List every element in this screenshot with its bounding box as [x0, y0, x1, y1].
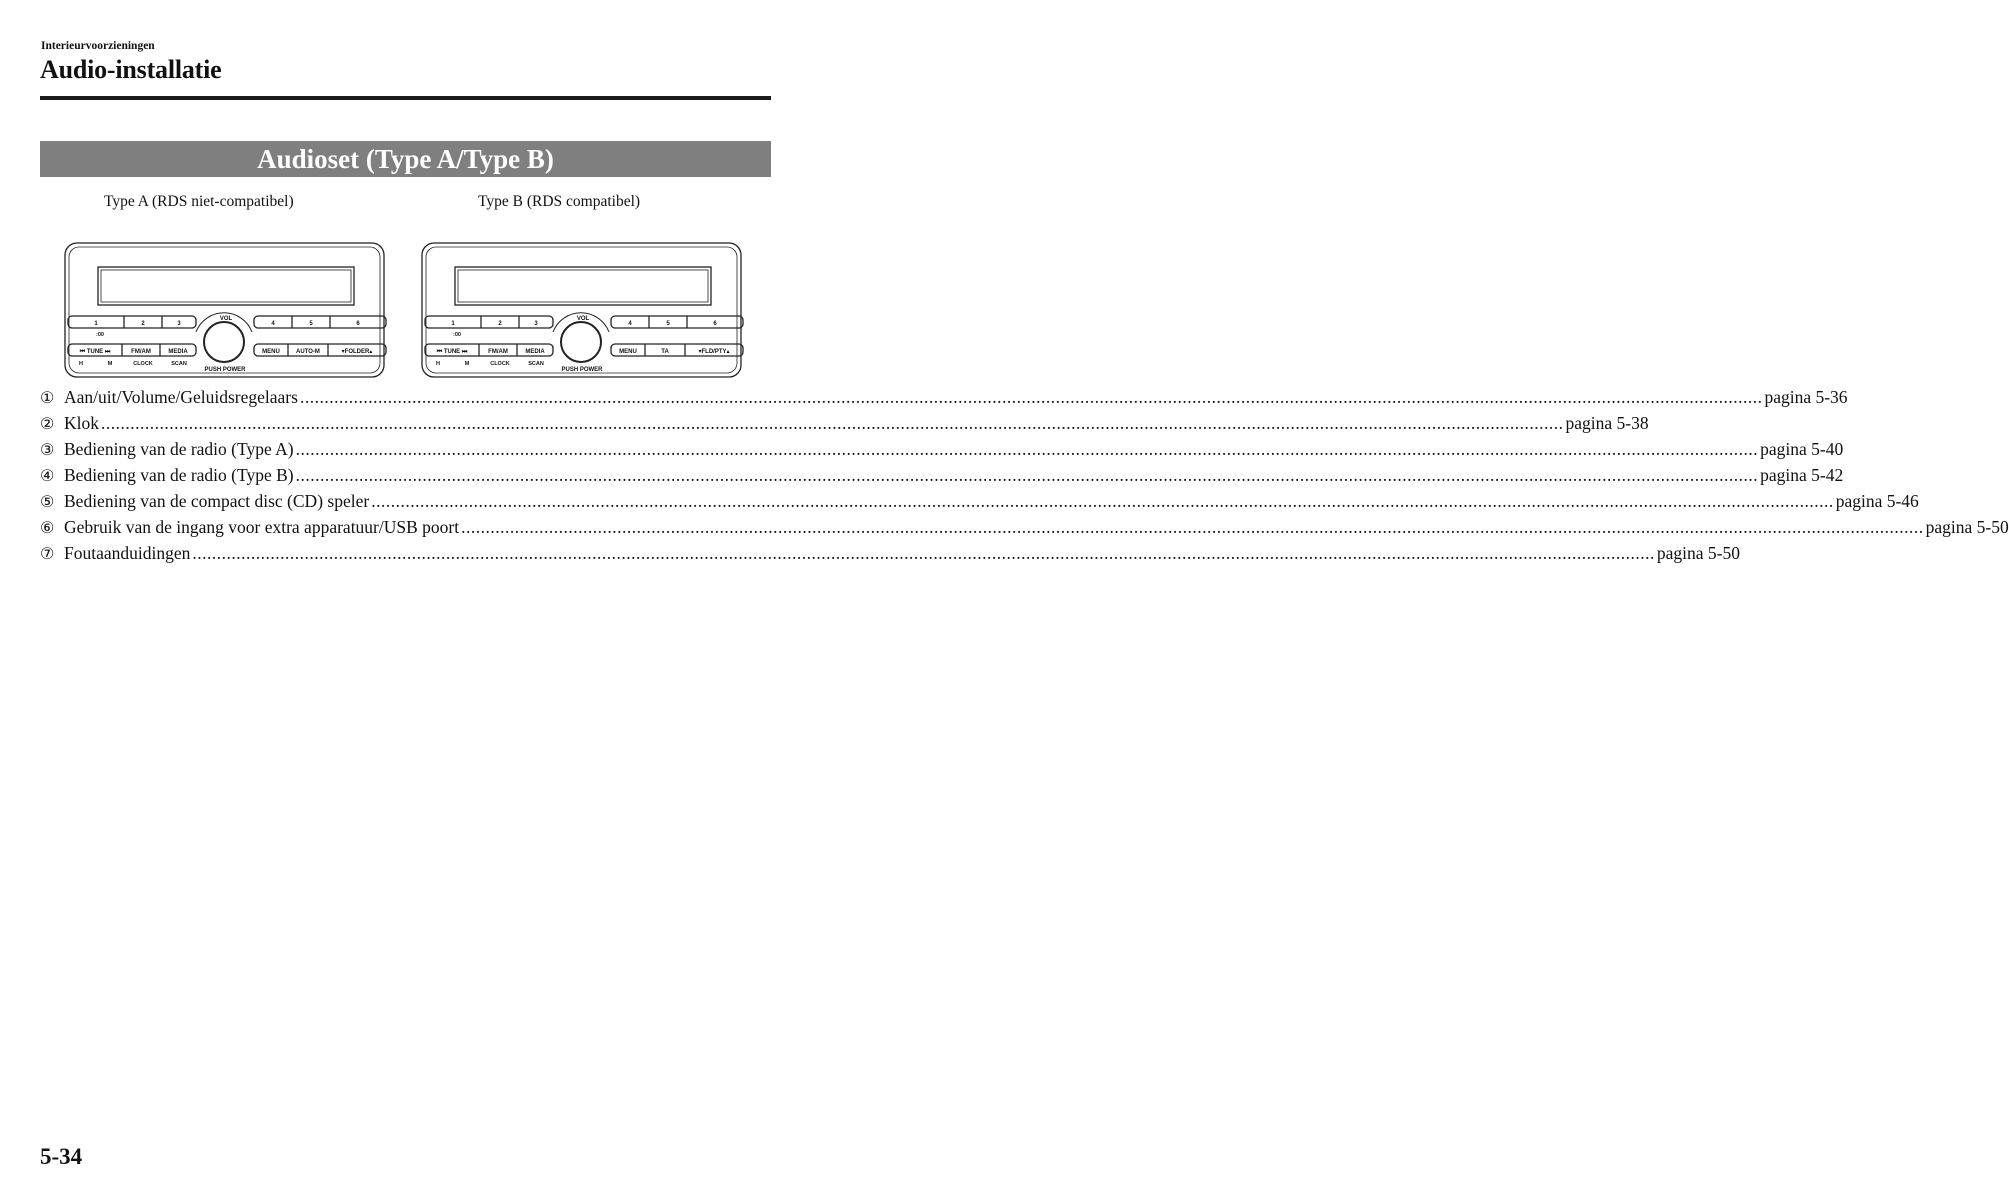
tune-button: ⏮ TUNE ⏭	[79, 349, 111, 355]
preset-2-button: 2	[498, 321, 502, 327]
preset-5-button: 5	[309, 321, 313, 327]
sub-label-scan: SCAN	[528, 361, 544, 367]
type-b-label: Type B (RDS compatibel)	[478, 193, 641, 210]
toc-item[interactable]	[40, 514, 2009, 540]
preset-5-button: 5	[666, 321, 670, 327]
media-button: MEDIA	[168, 349, 188, 355]
sub-label-clock: CLOCK	[490, 361, 510, 367]
toc-item-number: ③	[40, 442, 55, 459]
preset-1-button: 1	[94, 321, 98, 327]
preset-4-button: 4	[628, 321, 632, 327]
toc-item-label: Foutaanduidingen	[64, 543, 191, 563]
extra-function-button: AUTO-M	[296, 349, 320, 355]
unit-housing	[422, 243, 741, 377]
tune-button: ⏮ TUNE ⏭	[436, 349, 468, 355]
toc-leader-dots: ............................................................................................................................................................................................................................................................................................................	[371, 491, 1834, 511]
toc-item-number: ④	[40, 468, 55, 485]
folder-button: ▾FLD/PTY▴	[698, 349, 730, 355]
toc-leader-dots: ............................................................................................................................................................................................................................................................................................................	[461, 517, 1924, 537]
toc-item-page: pagina 5-50	[1925, 517, 2009, 537]
toc-leader-dots: ............................................................................................................................................................................................................................................................................................................	[192, 543, 1655, 563]
preset-3-button: 3	[534, 321, 538, 327]
toc-item-page: pagina 5-38	[1565, 413, 1649, 433]
page-title: Audio-installatie	[40, 55, 222, 84]
fm-am-button: FM/AM	[131, 349, 151, 355]
display-frame	[98, 267, 354, 305]
toc-leader-dots: ............................................................................................................................................................................................................................................................................................................	[101, 413, 1564, 433]
toc-item-page: pagina 5-50	[1656, 543, 1740, 563]
audio-unit-type-a-illustration	[62, 240, 387, 380]
display-screen	[101, 270, 351, 302]
section-banner: Audioset (Type A/Type B)	[40, 141, 771, 177]
toc-item-number: ⑥	[40, 520, 55, 537]
volume-knob	[204, 322, 244, 362]
toc-item[interactable]	[40, 540, 1740, 566]
extra-function-button: TA	[661, 349, 669, 355]
type-a-label: Type A (RDS niet-compatibel)	[104, 193, 294, 210]
toc-item-number: ⑦	[40, 546, 55, 563]
preset-6-button: 6	[356, 321, 360, 327]
unit-housing-inner	[69, 247, 380, 373]
toc-list	[40, 384, 2009, 566]
toc-item-label: Klok	[64, 413, 99, 433]
toc-item[interactable]	[40, 488, 1919, 514]
volume-knob	[561, 322, 601, 362]
preset-6-button: 6	[713, 321, 717, 327]
folder-button: ▾FOLDER▴	[341, 349, 373, 355]
toc-leader-dots: ............................................................................................................................................................................................................................................................................................................	[299, 387, 1763, 407]
toc-item-page: pagina 5-42	[1760, 465, 1844, 485]
toc-item-label: Gebruik van de ingang voor extra apparatuur/USB poort	[64, 517, 460, 537]
toc-leader-dots: ............................................................................................................................................................................................................................................................................................................	[295, 439, 1759, 459]
sub-label-h: H	[79, 361, 83, 367]
vol-label: VOL	[219, 316, 233, 322]
toc-leader-dots: ............................................................................................................................................................................................................................................................................................................	[295, 465, 1759, 485]
unit-housing-inner	[426, 247, 737, 373]
preset-3-button: 3	[177, 321, 181, 327]
sub-label-clock: CLOCK	[133, 361, 153, 367]
preset-2-button: 2	[141, 321, 145, 327]
preset-4-button: 4	[271, 321, 275, 327]
display-screen	[458, 270, 708, 302]
fm-am-button: FM/AM	[488, 349, 508, 355]
sub-label-scan: SCAN	[171, 361, 187, 367]
push-power-label: PUSH POWER	[561, 367, 603, 373]
sub-label-h: H	[436, 361, 440, 367]
unit-housing	[65, 243, 384, 377]
audio-unit-type-b-illustration	[419, 240, 744, 380]
toc-item-label: Aan/uit/Volume/Geluidsregelaars	[64, 387, 298, 407]
preset-1-button: 1	[451, 321, 455, 327]
preset-1-sub-label: :00	[96, 332, 104, 338]
vol-label: VOL	[576, 316, 590, 322]
toc-item[interactable]	[40, 462, 1844, 488]
toc-item-label: Bediening van de compact disc (CD) speler	[64, 491, 370, 511]
preset-1-sub-label: :00	[453, 332, 461, 338]
display-frame	[455, 267, 711, 305]
title-rule	[40, 96, 771, 100]
sub-label-m: M	[464, 361, 470, 367]
section-header: Interieurvoorzieningen	[41, 40, 155, 52]
toc-item[interactable]	[40, 410, 1649, 436]
menu-button: MENU	[619, 349, 637, 355]
toc-item-number: ⑤	[40, 494, 55, 511]
sub-label-m: M	[107, 361, 113, 367]
toc-item-label: Bediening van de radio (Type B)	[64, 465, 294, 485]
toc-item-number: ①	[40, 390, 55, 407]
toc-item[interactable]	[40, 384, 1848, 410]
toc-item-label: Bediening van de radio (Type A)	[64, 439, 294, 459]
media-button: MEDIA	[525, 349, 545, 355]
toc-item-number: ②	[40, 416, 55, 433]
push-power-label: PUSH POWER	[204, 367, 246, 373]
page-number: 5-34	[40, 1144, 83, 1169]
menu-button: MENU	[262, 349, 280, 355]
toc-item[interactable]	[40, 436, 1844, 462]
toc-item-page: pagina 5-40	[1760, 439, 1844, 459]
toc-item-page: pagina 5-36	[1764, 387, 1848, 407]
toc-item-page: pagina 5-46	[1835, 491, 1919, 511]
